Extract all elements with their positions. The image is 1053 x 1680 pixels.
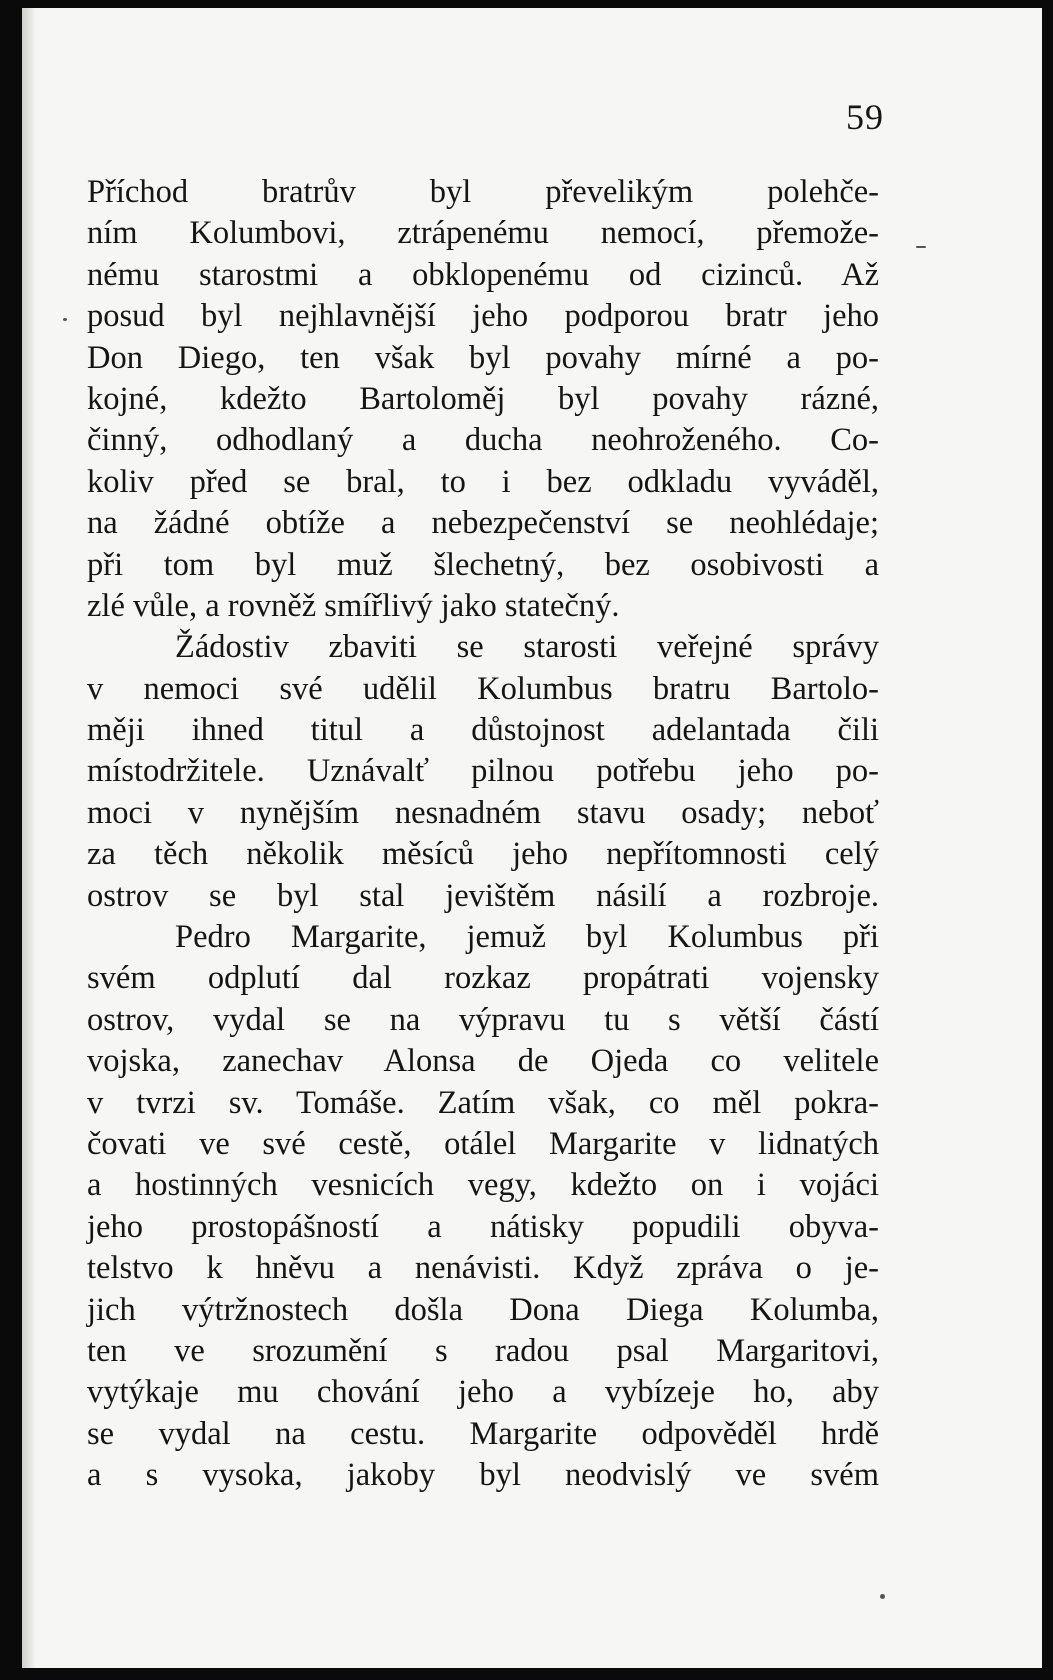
text-line: jeho prostopášností a nátisky popudili obyva-: [87, 1208, 879, 1245]
text-line: ostrov, vydal se na výpravu tu s větší částí: [87, 1001, 879, 1038]
ink-speck: [880, 1594, 885, 1599]
text-line: moci v nynějším nesnadném stavu osady; neboť: [87, 794, 879, 831]
text-line: měji ihned titul a důstojnost adelantada čili: [87, 712, 879, 749]
text-line: ten ve srozumění s radou psal Margaritovi,: [87, 1332, 879, 1369]
text-line: Příchod bratrův byl převelikým polehče-: [87, 174, 879, 210]
ink-speck: [63, 318, 67, 321]
text-line: nému starostmi a obklopenému od cizinců. Až: [87, 256, 879, 293]
page-number: 59: [846, 97, 884, 137]
text-line: posud byl nejhlavnější jeho podporou bratr jeho: [87, 298, 879, 335]
text-line: Žádostiv zbaviti se starosti veřejné správy: [175, 629, 879, 666]
text-line: se vydal na cestu. Margarite odpověděl hrdě: [87, 1415, 879, 1452]
text-line: Don Diego, ten však byl povahy mírné a po-: [87, 339, 879, 376]
text-line: místodržitele. Uznávalť pilnou potřebu jeho po-: [87, 753, 879, 790]
body-text: [87, 172, 879, 1497]
ink-speck: [916, 246, 926, 248]
text-line: a hostinných vesnicích vegy, kdežto on i vojáci: [87, 1167, 879, 1204]
text-line: činný, odhodlaný a ducha neohroženého. Co-: [87, 422, 879, 459]
text-line: za těch několik měsíců jeho nepřítomnosti celý: [87, 836, 879, 873]
text-line: při tom byl muž šlechetný, bez osobivosti a: [87, 546, 879, 583]
text-line: koliv před se bral, to i bez odkladu vyváděl,: [87, 463, 879, 500]
text-line: vojska, zanechav Alonsa de Ojeda co velitele: [87, 1043, 879, 1080]
text-line: Pedro Margarite, jemuž byl Kolumbus při: [175, 919, 879, 956]
text-line: svém odplutí dal rozkaz propátrati vojensky: [87, 960, 879, 997]
text-line: ním Kolumbovi, ztrápenému nemocí, přemože-: [87, 215, 879, 252]
text-line: kojné, kdežto Bartoloměj byl povahy rázné,: [87, 380, 879, 417]
text-line: v nemoci své udělil Kolumbus bratru Bartolo-: [87, 670, 879, 707]
text-line: jich výtržnostech došla Dona Diega Kolumba,: [87, 1291, 879, 1328]
text-line: čovati ve své cestě, otálel Margarite v lidnatých: [87, 1125, 879, 1162]
text-line: zlé vůle, a rovněž smířlivý jako statečný.: [87, 587, 620, 624]
text-line: telstvo k hněvu a nenávisti. Když zpráva o je-: [87, 1250, 879, 1287]
page-spine-shadow: [22, 8, 36, 1668]
text-line: ostrov se byl stal jevištěm násilí a rozbroje.: [87, 877, 879, 914]
text-line: a s vysoka, jakoby byl neodvislý ve svém: [87, 1457, 879, 1494]
text-line: na žádné obtíže a nebezpečenství se neohlédaje;: [87, 505, 879, 542]
text-line: vytýkaje mu chování jeho a vybízeje ho, aby: [87, 1374, 879, 1411]
text-line: v tvrzi sv. Tomáše. Zatím však, co měl pokra-: [87, 1084, 879, 1121]
